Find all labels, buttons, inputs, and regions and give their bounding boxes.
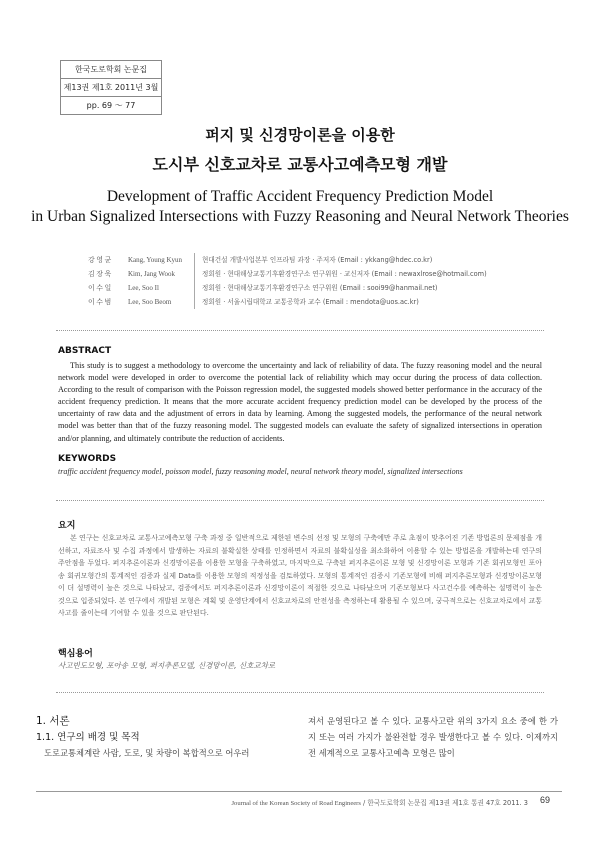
author-name-en: Kim, Jang Wook xyxy=(128,270,175,278)
yoji-text xyxy=(58,532,542,620)
body-paragraph: 져서 운영된다고 볼 수 있다. 교통사고란 위의 3가지 요소 중에 한 가지 또는 여러 가지가 불완전할 경우 발생한다고 볼 수 있다. 이제까지 전 세계적으로 교통사고예측 모형은 많이 xyxy=(308,716,558,758)
abstract-text xyxy=(58,360,542,445)
footer-journal-en: Journal of the Korean Society of Road Engineers xyxy=(231,800,361,807)
keywords-heading: KEYWORDS xyxy=(58,454,117,464)
author-affiliation: 정회원 · 서울시립대학교 교통공학과 교수 (Email : mendota@uos.ac.kr) xyxy=(202,298,419,306)
author-divider xyxy=(194,295,195,309)
page-number: 69 xyxy=(540,795,551,805)
journal-volume: 제13권 제1호 2011년 3월 xyxy=(61,79,161,97)
author-name-ko: 강영균 xyxy=(88,256,113,264)
journal-name: 한국도로학회 논문집 xyxy=(61,61,161,79)
title-korean-line1: 퍼지 및 신경망이론을 이용한 xyxy=(205,126,395,144)
divider-rule xyxy=(56,330,544,331)
author-name-ko: 김장욱 xyxy=(88,270,113,278)
author-divider xyxy=(194,267,195,281)
author-divider xyxy=(194,253,195,267)
journal-pages: pp. 69 ～ 77 xyxy=(86,101,136,110)
author-name-en: Lee, Soo Il xyxy=(128,284,159,292)
yoji-paragraph: 본 연구는 신호교차로 교통사고예측모형 구축 과정 중 일반적으로 제한된 변수의 선정 및 모형의 구축에만 주로 초점이 맞추어진 기존 방법론의 문제점을 개선하고, 자료조사 및 수집 과정에서 발생하는 자료의 불확실한 상태를 인정하면서 자료의 불확실성을 최소화하여 이용할 수 있는 방법론을 개발하는데 연구의 주안점을 두었다. 퍼지추론이론과 신경망이론을 이용한 모형을 구축하였고, 마지막으로 구축된 퍼지추론이론 모형 및 신경망이론 모형과 기존 회귀모형인 포아송 회귀모형간의 통계적인 검증과 실제 Data를 이용한 모형의 적정성을 검토하였다. 모형의 통계적인 검증시 기존모형에 비해 퍼지추론모형과 신경망이론모형이 더 설명력이 높은 것으로 나타났고, 검증에서도 퍼지추론이론과 신경망이론이 적절한 것으로 나타났으며 기존모형보다 사고건수를 예측하는 설명력이 높은 것으로 입증되었다. 본 연구에서 개발된 모형은 계획 및 운영단계에서 신호교차로의 안전성을 측정하는데 활용될 수 있으며, 궁극적으로는 신호교차로에서 교통사고를 줄이는데 기여할 수 있을 것으로 판단된다. xyxy=(58,534,542,617)
author-row xyxy=(88,295,548,309)
author-row xyxy=(88,281,548,295)
body-text-right xyxy=(308,713,558,761)
author-name-en: Kang, Young Kyun xyxy=(128,256,183,264)
body-column-right xyxy=(308,713,558,761)
subsection-heading: 1.1. 연구의 배경 및 목적 xyxy=(36,732,140,743)
body-paragraph: 도로교통체계란 사람, 도로, 및 차량이 복합적으로 어우러 xyxy=(44,748,250,758)
author-list xyxy=(88,253,548,309)
abstract-paragraph: This study is to suggest a methodology to overcome the uncertainty and lack of reliability of data. The fuzzy reasoning model and the neural network model were developed in order to overcome the potential lack of reliability which may occur during the process of data collection. According to the result of comparison with the Poisson regression model, the suggested models showed better performance in the accuracy of the accident frequency prediction. It means that the more accurate accident frequency prediction model can be developed by the process of the uncertainty of raw data and the adjustment of errors in data by learning. Among the suggested models, the performance of the neural network model was better than that of the fuzzy reasoning model. The suggested models can evaluate the safety of signalized intersections in operation and/or planning, and ultimately contribute the reduction of accidents. xyxy=(58,361,542,443)
yoji-heading: 요지 xyxy=(58,521,76,531)
body-text-left xyxy=(36,745,298,761)
author-name-ko: 이수일 xyxy=(88,284,113,292)
author-row xyxy=(88,267,548,281)
author-affiliation: 정회원 · 현대해상교통기후환경연구소 연구위원 (Email : sooi99@hanmail.net) xyxy=(202,284,438,292)
divider-rule xyxy=(56,692,544,693)
author-divider xyxy=(194,281,195,295)
keywords-ko-text: 사고빈도모형, 포아송 모형, 퍼지추론모델, 신경망이론, 신호교차로 xyxy=(58,661,276,670)
author-name-en: Lee, Soo Beom xyxy=(128,298,172,306)
author-affiliation: 정회원 · 현대해상교통기후환경연구소 연구위원 · 교신저자 (Email : newaxlrose@hotmail.com) xyxy=(202,270,487,278)
footer-journal xyxy=(231,797,528,807)
author-name-ko: 이수범 xyxy=(88,298,113,306)
section-heading: 1. 서론 xyxy=(36,715,70,727)
title-english-line2: in Urban Signalized Intersections with Fuzzy Reasoning and Neural Network Theories xyxy=(31,208,569,225)
footer-rule xyxy=(36,791,562,792)
title-korean-line2: 도시부 신호교차로 교통사고예측모형 개발 xyxy=(152,155,448,174)
author-row xyxy=(88,253,548,267)
body-column-left xyxy=(36,713,298,761)
divider-rule xyxy=(56,500,544,501)
abstract-heading: ABSTRACT xyxy=(58,346,112,356)
journal-info-box xyxy=(60,60,162,115)
title-english-line1: Development of Traffic Accident Frequency Prediction Model xyxy=(106,188,494,205)
keywords-text: traffic accident frequency model, poisson model, fuzzy reasoning model, neural network theory model, signalized intersections xyxy=(58,467,463,476)
footer-journal-ko: / 한국도로학회 논문집 제13권 제1호 통권 47호 2011. 3 xyxy=(360,799,528,807)
keywords-ko-heading: 핵심용어 xyxy=(58,649,93,659)
author-affiliation: 현대건설 개발사업본부 인프라팀 과장 · 주저자 (Email : ykkang@hdec.co.kr) xyxy=(202,256,433,264)
